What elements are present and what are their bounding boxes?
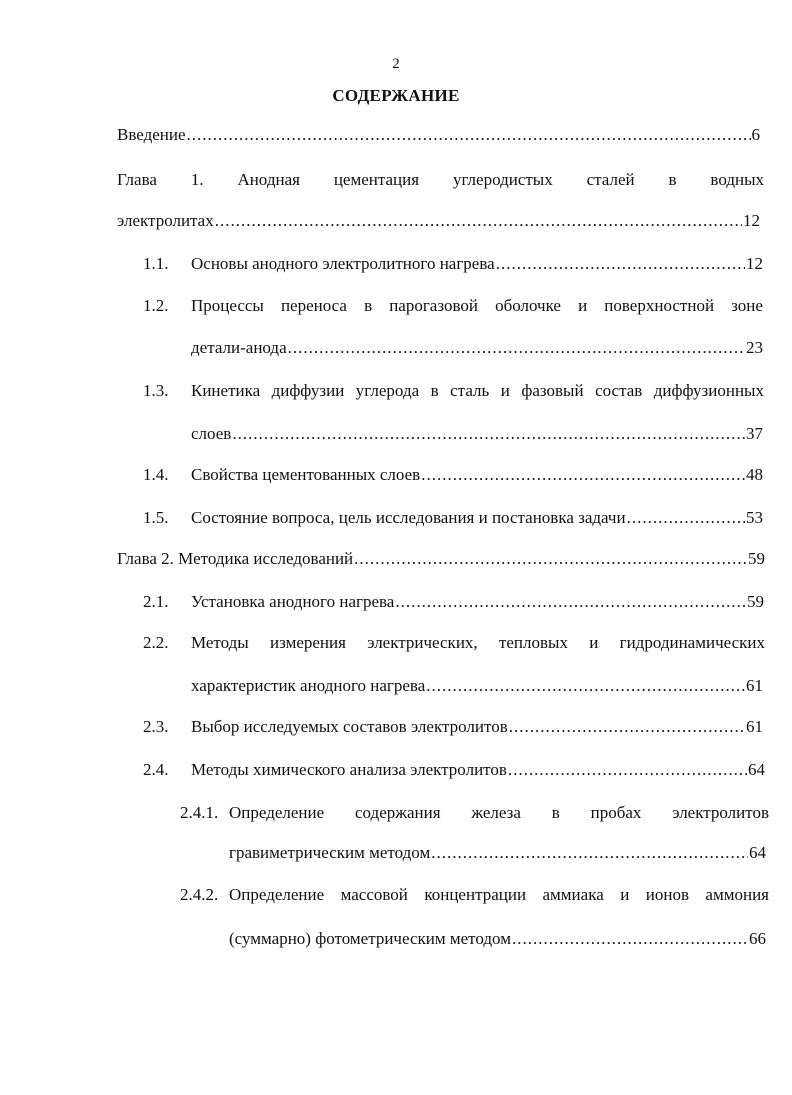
toc-label: Глава 2. Методика исследований bbox=[117, 549, 354, 568]
dot-leader bbox=[426, 676, 745, 696]
toc-word: гидродинамических bbox=[619, 633, 765, 652]
dot-leader bbox=[421, 465, 745, 485]
toc-page: 61 bbox=[746, 717, 763, 736]
toc-word: аммония bbox=[705, 885, 769, 904]
toc-label: Методы химического анализа электролитов bbox=[191, 760, 507, 779]
toc-page: 12 bbox=[746, 254, 763, 273]
toc-word: парогазовой bbox=[389, 296, 478, 315]
toc-word: зоне bbox=[731, 296, 763, 315]
toc-word: углеродистых bbox=[452, 170, 553, 189]
dot-leader bbox=[215, 211, 742, 231]
dot-leader bbox=[395, 592, 746, 612]
toc-entry-2-4-2-line1 bbox=[229, 885, 769, 905]
toc-entry-2-4-1-line1 bbox=[229, 803, 769, 823]
toc-section-number: 2.3. bbox=[143, 717, 169, 736]
toc-entry-chapter2 bbox=[117, 549, 765, 569]
toc-section-number: 2.4.2. bbox=[180, 885, 219, 904]
dot-leader bbox=[496, 254, 745, 274]
toc-word: Определение bbox=[229, 803, 325, 822]
dot-leader bbox=[512, 929, 748, 949]
toc-label: детали-анода bbox=[191, 338, 287, 357]
toc-label: Выбор исследуемых составов электролитов bbox=[191, 717, 508, 736]
toc-page: 59 bbox=[747, 592, 764, 611]
toc-label: электролитах bbox=[117, 211, 214, 230]
toc-word: цементация bbox=[333, 170, 420, 189]
toc-page: 12 bbox=[743, 211, 760, 230]
toc-word: сталей bbox=[586, 170, 635, 189]
toc-word: состав bbox=[595, 381, 643, 400]
toc-page: 66 bbox=[749, 929, 766, 948]
toc-word: концентрации bbox=[424, 885, 527, 904]
toc-entry-2-2-line2 bbox=[191, 676, 763, 696]
toc-label: характеристик анодного нагрева bbox=[191, 676, 426, 695]
toc-section-number: 1.5. bbox=[143, 508, 169, 527]
toc-word: переноса bbox=[280, 296, 347, 315]
toc-section-number: 1.2. bbox=[143, 296, 169, 315]
toc-entry-1-3-line1 bbox=[191, 381, 764, 401]
toc-word: в bbox=[430, 381, 439, 400]
dot-leader bbox=[431, 843, 748, 863]
toc-entry-2-2-line1 bbox=[191, 633, 765, 653]
toc-word: Анодная bbox=[237, 170, 300, 189]
toc-entry-2-1 bbox=[191, 592, 764, 612]
toc-label: гравиметрическим методом bbox=[229, 843, 431, 862]
toc-word: аммиака bbox=[542, 885, 604, 904]
dot-leader bbox=[187, 125, 751, 145]
toc-entry-chapter1-line2 bbox=[117, 211, 760, 231]
toc-page: 64 bbox=[749, 843, 766, 862]
toc-label: Основы анодного электролитного нагрева bbox=[191, 254, 495, 273]
toc-word: сталь bbox=[450, 381, 490, 400]
toc-word: пробах bbox=[590, 803, 642, 822]
toc-word: Глава bbox=[117, 170, 157, 189]
toc-word: тепловых bbox=[498, 633, 568, 652]
toc-entry-intro bbox=[117, 125, 760, 145]
toc-section-number: 2.2. bbox=[143, 633, 169, 652]
dot-leader bbox=[509, 717, 745, 737]
toc-word: Кинетика bbox=[191, 381, 261, 400]
toc-label: Введение bbox=[117, 125, 186, 144]
toc-word: оболочке bbox=[495, 296, 561, 315]
toc-entry-chapter1-line1 bbox=[117, 170, 764, 190]
toc-word: содержания bbox=[354, 803, 441, 822]
toc-section-number: 1.3. bbox=[143, 381, 169, 400]
toc-word: диффузионных bbox=[653, 381, 764, 400]
toc-word: Процессы bbox=[191, 296, 264, 315]
toc-word: ионов bbox=[645, 885, 689, 904]
toc-word: Определение bbox=[229, 885, 325, 904]
toc-word: электролитов bbox=[672, 803, 769, 822]
toc-page: 61 bbox=[746, 676, 763, 695]
dot-leader bbox=[354, 549, 747, 569]
toc-word: диффузии bbox=[271, 381, 345, 400]
toc-word: электрических, bbox=[367, 633, 478, 652]
toc-word: поверхностной bbox=[604, 296, 715, 315]
toc-label: (суммарно) фотометрическим методом bbox=[229, 929, 511, 948]
page-title: СОДЕРЖАНИЕ bbox=[332, 86, 460, 105]
toc-page: 23 bbox=[746, 338, 763, 357]
toc-label: Состояние вопроса, цель исследования и постановка задачи bbox=[191, 508, 626, 527]
toc-entry-1-3-line2 bbox=[191, 424, 763, 444]
toc-entry-2-4 bbox=[191, 760, 765, 780]
toc-word: фазовый bbox=[521, 381, 584, 400]
toc-label: Свойства цементованных слоев bbox=[191, 465, 421, 484]
toc-entry-1-2-line1 bbox=[191, 296, 763, 316]
toc-page: 53 bbox=[746, 508, 763, 527]
toc-entry-1-1 bbox=[191, 254, 763, 274]
toc-word: углерода bbox=[355, 381, 420, 400]
toc-word: и bbox=[589, 633, 599, 652]
toc-page: 64 bbox=[748, 760, 765, 779]
toc-entry-2-4-2-line2 bbox=[229, 929, 766, 949]
toc-page: 6 bbox=[751, 125, 760, 144]
toc-word: измерения bbox=[270, 633, 346, 652]
toc-word: в bbox=[668, 170, 677, 189]
toc-word: железа bbox=[471, 803, 521, 822]
dot-leader bbox=[288, 338, 745, 358]
dot-leader bbox=[627, 508, 745, 528]
toc-word: водных bbox=[710, 170, 764, 189]
toc-section-number: 2.4. bbox=[143, 760, 169, 779]
toc-label: Установка анодного нагрева bbox=[191, 592, 395, 611]
toc-entry-1-2-line2 bbox=[191, 338, 763, 358]
toc-entry-2-3 bbox=[191, 717, 763, 737]
toc-word: 1. bbox=[190, 170, 204, 189]
toc-word: Методы bbox=[191, 633, 249, 652]
toc-section-number: 1.1. bbox=[143, 254, 169, 273]
toc-section-number: 1.4. bbox=[143, 465, 169, 484]
toc-word: массовой bbox=[340, 885, 408, 904]
toc-section-number: 2.1. bbox=[143, 592, 169, 611]
dot-leader bbox=[508, 760, 747, 780]
toc-entry-2-4-1-line2 bbox=[229, 843, 766, 863]
toc-word: в bbox=[364, 296, 373, 315]
toc-page: 48 bbox=[746, 465, 763, 484]
toc-label: слоев bbox=[191, 424, 232, 443]
toc-word: и bbox=[620, 885, 630, 904]
toc-entry-1-5 bbox=[191, 508, 763, 528]
dot-leader bbox=[232, 424, 745, 444]
page-number: 2 bbox=[392, 56, 400, 72]
toc-entry-1-4 bbox=[191, 465, 763, 485]
toc-page: 37 bbox=[746, 424, 763, 443]
toc-page: 59 bbox=[748, 549, 765, 568]
toc-section-number: 2.4.1. bbox=[180, 803, 219, 822]
toc-word: и bbox=[578, 296, 588, 315]
toc-word: в bbox=[551, 803, 560, 822]
toc-word: и bbox=[500, 381, 510, 400]
